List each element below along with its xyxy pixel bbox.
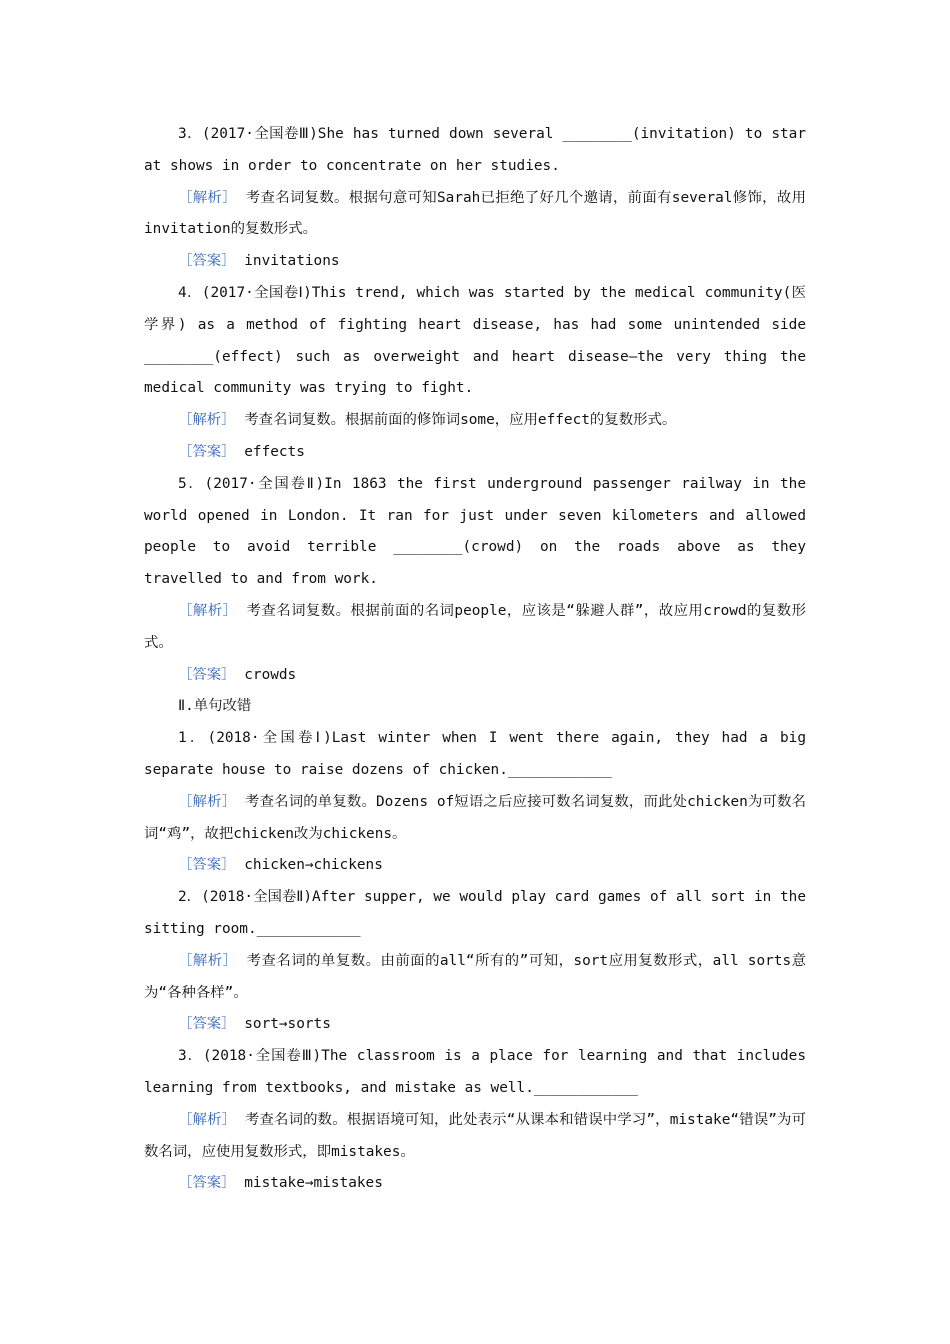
- analysis-2-2018: [144, 946, 806, 1010]
- answer-tag: ［答案］: [178, 253, 236, 270]
- answer-tag: ［答案］: [178, 1016, 236, 1033]
- answer-text: effects: [235, 443, 305, 460]
- answer-3-2018: [144, 1168, 806, 1200]
- analysis-tag: ［解析］: [178, 412, 236, 429]
- question-3-2018: 3．(2018·全国卷Ⅲ)The classroom is a place for learning and that includes learning from textbooks, and mistake as well.____________: [144, 1048, 806, 1096]
- analysis-tag: ［解析］: [178, 952, 238, 969]
- answer-tag: ［答案］: [178, 857, 236, 874]
- answer-text: mistake→mistakes: [235, 1175, 383, 1192]
- analysis-tag: ［解析］: [178, 602, 238, 619]
- analysis-3-2017: [144, 183, 806, 247]
- document-body: [144, 119, 806, 1200]
- analysis-1-2018: [144, 787, 806, 851]
- question-5-2017: 5．(2017·全国卷Ⅱ)In 1863 the first underground passenger railway in the world opened in London. It ran for just under seven kilometers and allowed people to avoid terrible ________(crowd) on the roads above as they travelled to and from work.: [144, 475, 806, 588]
- analysis-text: 考查名词的单复数。由前面的all“所有的”可知，sort应用复数形式，all sorts意为“各种各样”。: [144, 952, 806, 1001]
- analysis-tag: ［解析］: [178, 793, 237, 810]
- question-3-2017: 3．(2017·全国卷Ⅲ)She has turned down several ________(invitation) to star at shows in order to concentrate on her studies.: [144, 126, 806, 174]
- analysis-text: 考查名词复数。根据句意可知Sarah已拒绝了好几个邀请，前面有several修饰，故用invitation的复数形式。: [144, 189, 806, 238]
- analysis-5-2017: [144, 596, 806, 660]
- analysis-text: 考查名词的数。根据语境可知，此处表示“从课本和错误中学习”，mistake“错误”为可数名词，应使用复数形式，即mistakes。: [144, 1111, 806, 1160]
- analysis-text: 考查名词的单复数。Dozens of短语之后应接可数名词复数，而此处chicken为可数名词“鸡”，故把chicken改为chickens。: [144, 793, 806, 842]
- analysis-tag: ［解析］: [178, 1111, 237, 1128]
- answer-5-2017: [144, 660, 806, 692]
- answer-text: crowds: [235, 666, 297, 683]
- analysis-3-2018: [144, 1105, 806, 1169]
- answer-2-2018: [144, 1009, 806, 1041]
- question-4-2017: 4．(2017·全国卷Ⅰ)This trend, which was started by the medical community(医学界) as a method of fighting heart disease, has had some unintended side ________(effect) such as overweight and heart disease—the very thing the medical community was trying to fight.: [144, 284, 806, 397]
- answer-1-2018: [144, 850, 806, 882]
- analysis-4-2017: [144, 405, 806, 437]
- question-2-2018: 2．(2018·全国卷Ⅱ)After supper, we would play card games of all sort in the sitting room.____________: [144, 889, 806, 937]
- answer-text: sort→sorts: [235, 1016, 331, 1033]
- section-heading: Ⅱ.单句改错: [178, 698, 252, 715]
- answer-text: chicken→chickens: [235, 857, 383, 874]
- question-1-2018: 1．(2018·全国卷Ⅰ)Last winter when I went there again, they had a big separate house to raise dozens of chicken.____________: [144, 730, 806, 778]
- answer-text: invitations: [235, 253, 340, 270]
- answer-tag: ［答案］: [178, 666, 236, 683]
- answer-tag: ［答案］: [178, 443, 236, 460]
- analysis-text: 考查名词复数。根据前面的名词people，应该是“躲避人群”，故应用crowd的复数形式。: [144, 602, 806, 651]
- analysis-text: 考查名词复数。根据前面的修饰词some，应用effect的复数形式。: [235, 412, 677, 429]
- answer-3-2017: [144, 246, 806, 278]
- analysis-tag: ［解析］: [178, 189, 237, 206]
- answer-4-2017: [144, 437, 806, 469]
- answer-tag: ［答案］: [178, 1175, 236, 1192]
